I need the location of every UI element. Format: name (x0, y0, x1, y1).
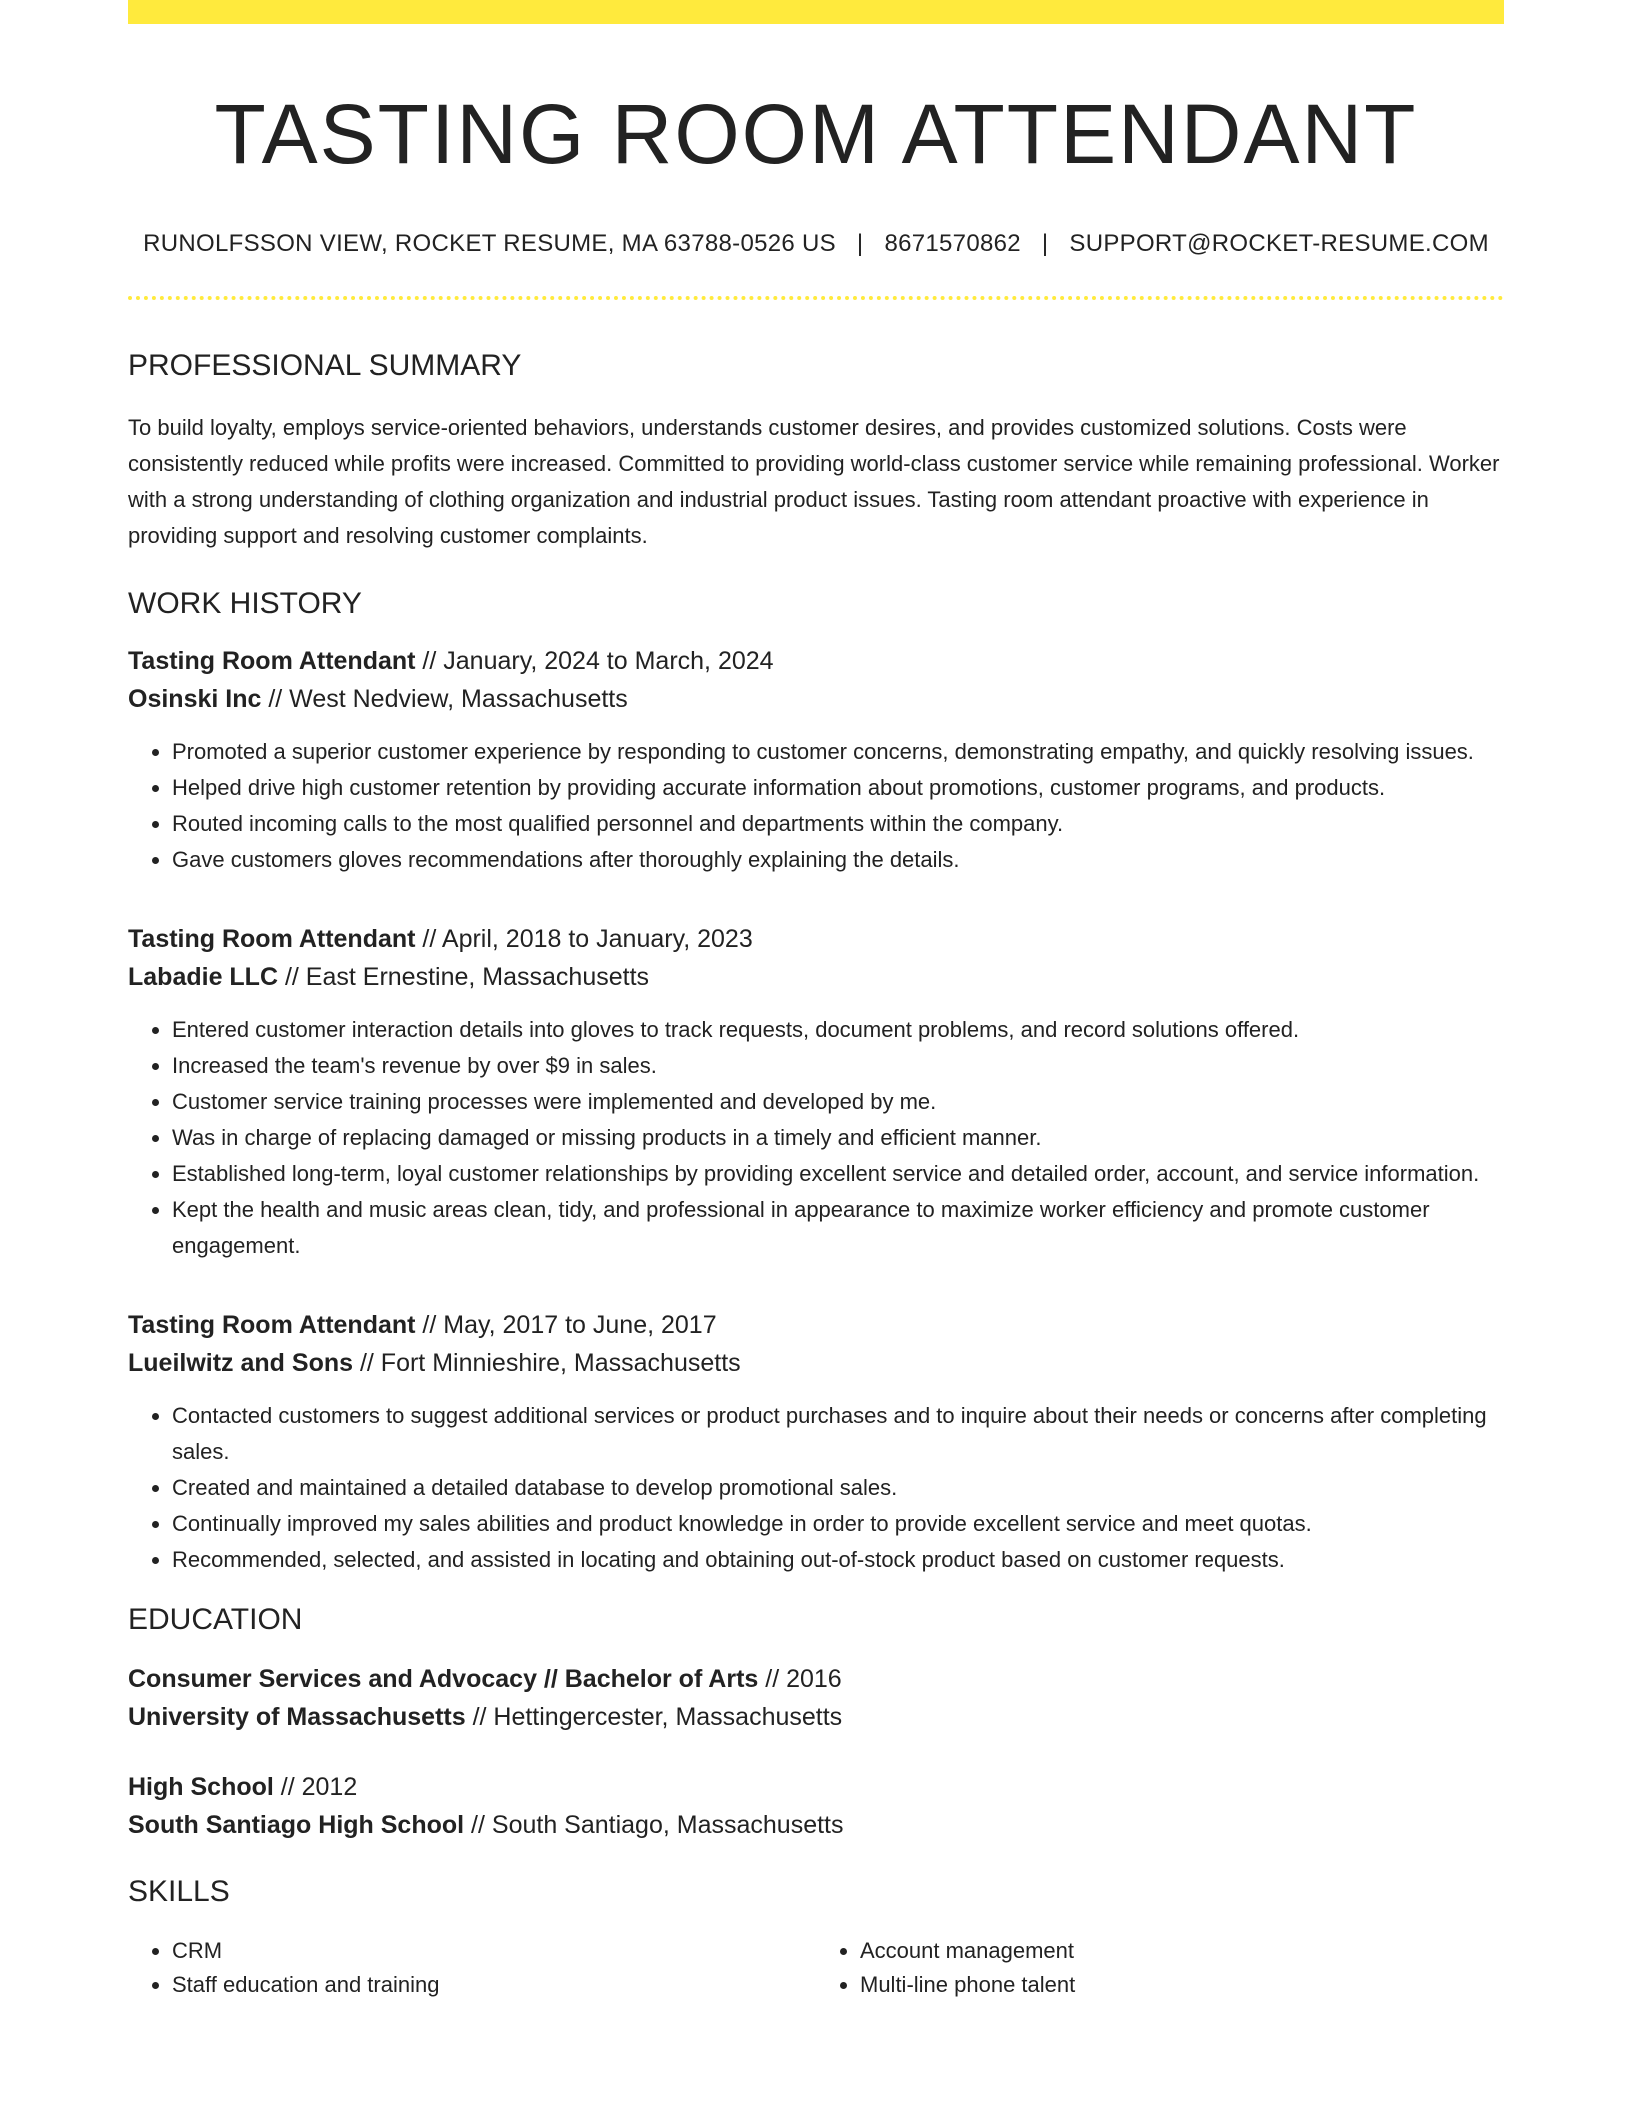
job-bullet: • Routed incoming calls to the most qualified personnel and departments within the company. (172, 806, 1504, 842)
job-dates: // January, 2024 to March, 2024 (415, 647, 774, 675)
education-school: South Santiago High School (128, 1811, 465, 1839)
top-accent-bar (128, 0, 1504, 24)
resume-title: TASTING ROOM ATTENDANT (214, 87, 1418, 181)
summary-heading: PROFESSIONAL SUMMARY (128, 349, 522, 382)
education-degree-line (128, 1660, 1504, 1698)
skill-item: • Multi-line phone talent (860, 1968, 1504, 2002)
skills-heading: SKILLS (128, 1875, 230, 1908)
job-bullet: • Entered customer interaction details into gloves to track requests, document problems, and record solutions offered. (172, 1012, 1504, 1048)
contact-address: RUNOLFSSON VIEW, ROCKET RESUME, MA 63788-0526 US (143, 230, 836, 257)
skill-item: • CRM (172, 1934, 816, 1968)
job-bullets (128, 734, 1504, 878)
contact-line (128, 226, 1504, 262)
job-bullet: • Customer service training processes were implemented and developed by me. (172, 1084, 1504, 1120)
job-bullets (128, 1398, 1504, 1578)
job-bullets (128, 1012, 1504, 1264)
header-divider (128, 296, 1504, 300)
job-entry (128, 642, 1504, 878)
contact-email: SUPPORT@ROCKET-RESUME.COM (1069, 230, 1489, 257)
education-degree-line (128, 1768, 1504, 1806)
job-title: Tasting Room Attendant (128, 925, 416, 953)
job-title-line (128, 642, 1504, 680)
education-year: // 2012 (273, 1773, 358, 1801)
education-school-line (128, 1698, 1504, 1736)
job-company-line (128, 958, 1504, 996)
skills-column-right (816, 1934, 1504, 2002)
job-bullet: • Was in charge of replacing damaged or missing products in a timely and efficient manner. (172, 1120, 1504, 1156)
job-bullet: • Contacted customers to suggest additional services or product purchases and to inquire about their needs or concerns after completing sales. (172, 1398, 1504, 1470)
job-company: Labadie LLC (128, 963, 279, 991)
skills-column-left (128, 1934, 816, 2002)
job-dates: // May, 2017 to June, 2017 (415, 1311, 717, 1339)
job-bullet: • Increased the team's revenue by over $9 in sales. (172, 1048, 1504, 1084)
job-bullet: • Continually improved my sales abilities and product knowledge in order to provide excellent service and meet quotas. (172, 1506, 1504, 1542)
summary-text: To build loyalty, employs service-oriented behaviors, understands customer desires, and provides customized solutions. Costs were consistently reduced while profits were increased. Committed to providing world-class customer service while remaining professional. Worker with a strong understanding of clothing organization and industrial product issues. Tasting room attendant proactive with experience in providing support and resolving customer complaints. (128, 415, 1500, 548)
contact-separator: | (856, 230, 864, 257)
job-location: // Fort Minnieshire, Massachusetts (353, 1349, 741, 1377)
job-entry (128, 1306, 1504, 1578)
job-entry (128, 920, 1504, 1264)
job-bullet: • Promoted a superior customer experience by responding to customer concerns, demonstrating empathy, and quickly resolving issues. (172, 734, 1504, 770)
education-location: // Hettingercester, Massachusetts (465, 1703, 843, 1731)
contact-phone: 8671570862 (884, 230, 1021, 257)
education-entry (128, 1660, 1504, 1736)
skill-item: • Account management (860, 1934, 1504, 1968)
education-school-line (128, 1806, 1504, 1844)
job-title: Tasting Room Attendant (128, 647, 416, 675)
job-company-line (128, 1344, 1504, 1382)
job-title: Tasting Room Attendant (128, 1311, 416, 1339)
resume-page (128, 0, 1504, 2112)
job-company-line (128, 680, 1504, 718)
job-bullet: • Gave customers gloves recommendations after thoroughly explaining the details. (172, 842, 1504, 878)
education-entry (128, 1768, 1504, 1844)
job-bullet: • Kept the health and music areas clean, tidy, and professional in appearance to maximize worker efficiency and promote customer engagement. (172, 1192, 1504, 1264)
job-location: // East Ernestine, Massachusetts (278, 963, 650, 991)
skill-item: • Staff education and training (172, 1968, 816, 2002)
job-title-line (128, 1306, 1504, 1344)
job-bullet: • Established long-term, loyal customer relationships by providing excellent service and detailed order, account, and service information. (172, 1156, 1504, 1192)
job-title-line (128, 920, 1504, 958)
skills-list (128, 1934, 1504, 2002)
education-heading: EDUCATION (128, 1603, 303, 1636)
job-bullet: • Helped drive high customer retention by providing accurate information about promotions, customer programs, and products. (172, 770, 1504, 806)
education-degree: High School (128, 1773, 274, 1801)
work-history-heading: WORK HISTORY (128, 587, 362, 620)
job-company: Osinski Inc (128, 685, 262, 713)
job-dates: // April, 2018 to January, 2023 (415, 925, 753, 953)
job-bullet: • Created and maintained a detailed database to develop promotional sales. (172, 1470, 1504, 1506)
job-company: Lueilwitz and Sons (128, 1349, 354, 1377)
job-bullet: • Recommended, selected, and assisted in locating and obtaining out-of-stock product based on customer requests. (172, 1542, 1504, 1578)
job-location: // West Nedview, Massachusetts (261, 685, 628, 713)
education-location: // South Santiago, Massachusetts (464, 1811, 844, 1839)
education-school: University of Massachusetts (128, 1703, 466, 1731)
education-year: // 2016 (758, 1665, 842, 1693)
contact-separator: | (1041, 230, 1049, 257)
education-degree: Consumer Services and Advocacy // Bachelor of Arts (128, 1665, 759, 1693)
